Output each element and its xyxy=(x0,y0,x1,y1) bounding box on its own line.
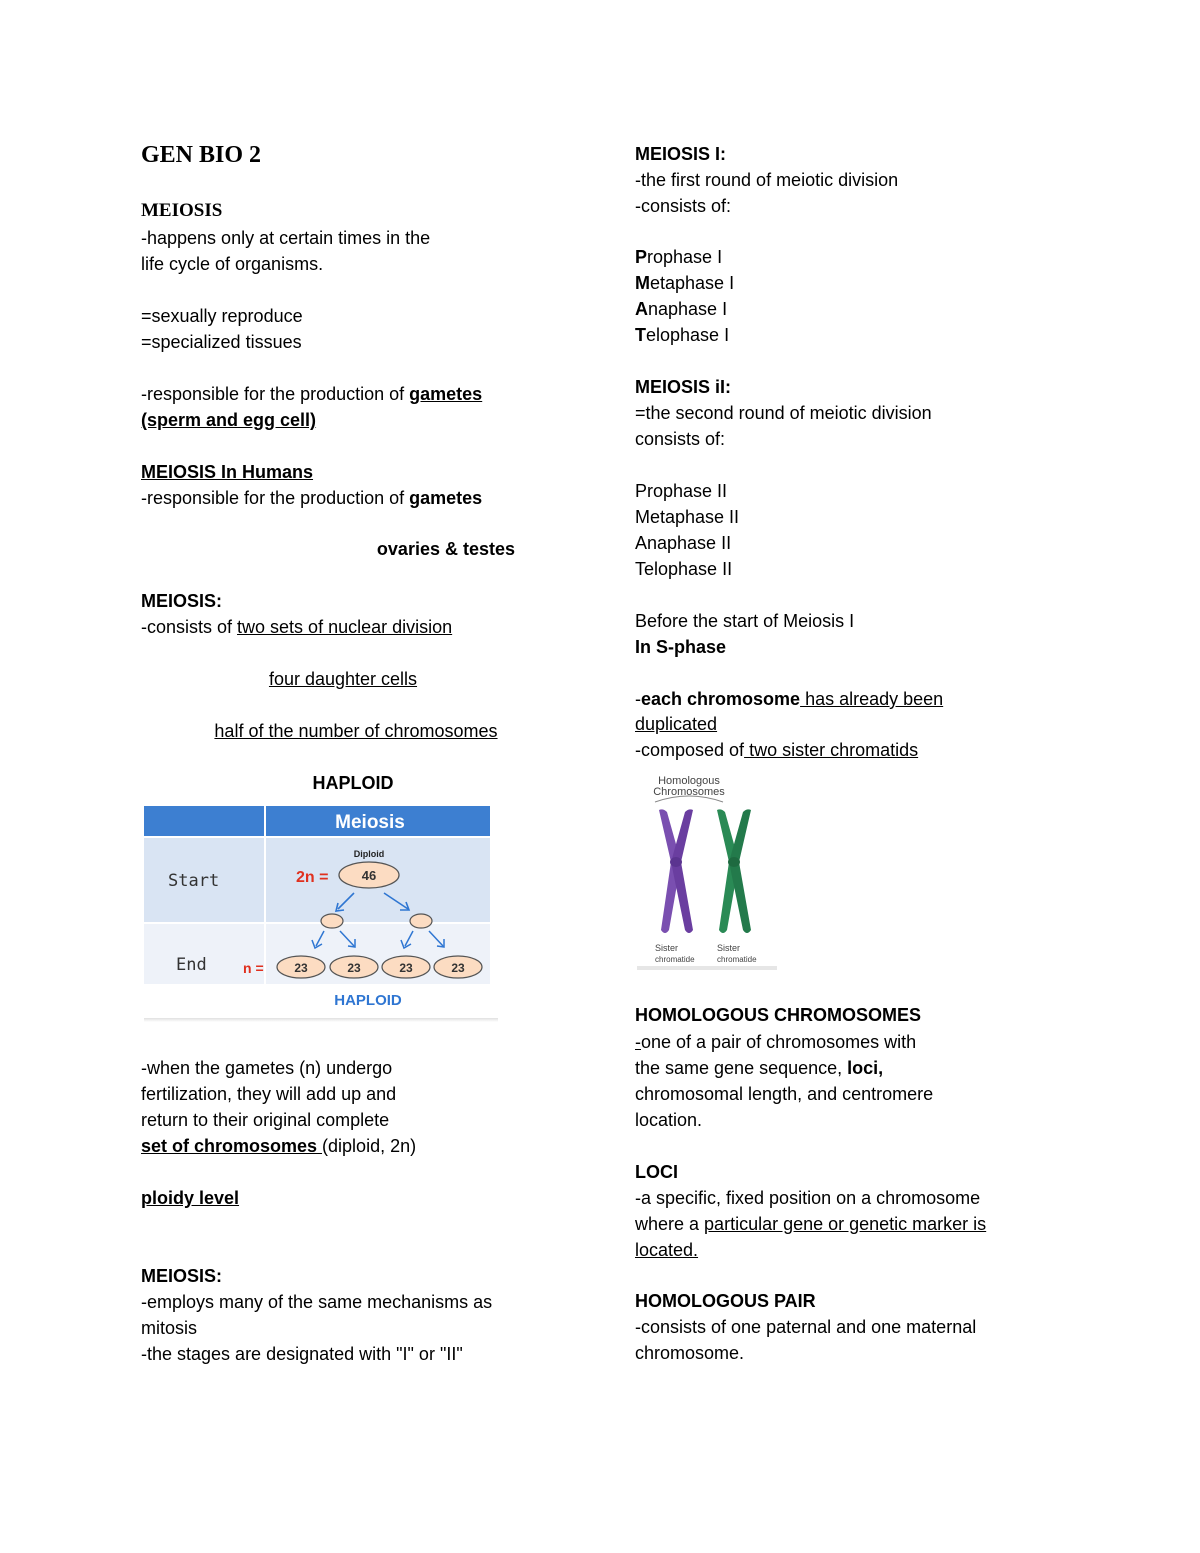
four-daughter-cells: four daughter cells xyxy=(268,669,418,689)
duplicated: duplicated xyxy=(635,714,718,734)
humans-gametes-term: gametes xyxy=(409,488,483,508)
meiosis-i-desc: -the first round of meiotic division xyxy=(635,170,899,190)
chromosome-title-line-2: Chromosomes xyxy=(653,786,725,798)
meiosis-desc-line-2: life cycle of organisms. xyxy=(141,254,324,274)
phase-initial: T xyxy=(635,325,646,345)
meiosis-ii-desc: =the second round of meiotic division xyxy=(635,403,932,423)
each-chromosome-term: each chromosome xyxy=(641,689,801,709)
sperm-egg-cell: (sperm and egg cell) xyxy=(141,410,317,430)
half-number-chromosomes: half of the number of chromosomes xyxy=(214,721,498,741)
s-phase: In S-phase xyxy=(635,637,727,657)
homologous-line-2 xyxy=(635,1057,883,1079)
meiosis-i-consists: -consists of: xyxy=(635,196,732,216)
composed-line xyxy=(635,739,918,761)
particular-gene: particular gene or genetic marker is xyxy=(704,1214,987,1234)
phase-initial: A xyxy=(635,299,648,319)
meiosis-in-humans-heading: MEIOSIS In Humans xyxy=(141,462,314,482)
set-of-chromosomes-term: set of chromosomes xyxy=(141,1136,323,1156)
stages-line: -the stages are designated with "I" or "II" xyxy=(141,1344,463,1364)
diagram-start-label: Start xyxy=(168,871,220,891)
responsible-prefix: -responsible for the production of xyxy=(141,384,410,404)
intermediate-cell-left xyxy=(321,914,343,928)
diagram-n-label: n = xyxy=(243,960,264,976)
homologous-line-3: chromosomal length, and centromere xyxy=(635,1084,934,1104)
loci-line-2 xyxy=(635,1213,986,1235)
pair-line-2: chromosome. xyxy=(635,1343,745,1363)
chromosome-title-line-1: Homologous xyxy=(658,775,720,787)
homologous-line-1 xyxy=(635,1031,916,1053)
phase-prophase-ii: Prophase II xyxy=(635,481,728,501)
homologous-chromosomes-image xyxy=(637,770,777,970)
meiosis-colon-heading-2: MEIOSIS: xyxy=(141,1266,223,1286)
pair-line-1: -consists of one paternal and one maternal xyxy=(635,1317,977,1337)
humans-prefix: -responsible for the production of xyxy=(141,488,410,508)
phase-initial: M xyxy=(635,273,650,293)
homologous-line-4: location. xyxy=(635,1110,703,1130)
humans-responsible-line xyxy=(141,487,482,509)
two-sets-nuclear-division: two sets of nuclear division xyxy=(237,617,453,637)
employs-line-2: mitosis xyxy=(141,1318,198,1338)
diagram-end-label: End xyxy=(176,955,207,975)
loci-term: loci, xyxy=(847,1058,884,1078)
intermediate-cell-right xyxy=(410,914,432,928)
homologous-text: one of a pair of chromosomes with xyxy=(641,1032,917,1052)
phase-metaphase-i xyxy=(635,272,734,294)
homologous-prefix: the same gene sequence, xyxy=(635,1058,848,1078)
homologous-chromosomes-heading: HOMOLOGOUS CHROMOSOMES xyxy=(635,1005,922,1025)
meiosis-ii-consists: consists of: xyxy=(635,429,726,449)
ploidy-level: ploidy level xyxy=(141,1188,240,1208)
meiosis-colon-heading: MEIOSIS: xyxy=(141,591,223,611)
loci-prefix: where a xyxy=(635,1214,705,1234)
meiosis-diagram xyxy=(144,806,490,1021)
employs-line-1: -employs many of the same mechanisms as xyxy=(141,1292,493,1312)
haploid-value-4: 23 xyxy=(451,961,465,975)
diploid-value: 46 xyxy=(361,868,377,883)
haploid-value-2: 23 xyxy=(347,961,361,975)
two-sister-chromatids: two sister chromatids xyxy=(744,740,919,760)
phase-anaphase-i xyxy=(635,298,727,320)
phase-rest: elophase I xyxy=(646,325,730,345)
phase-anaphase-ii: Anaphase II xyxy=(635,533,732,553)
meiosis-diagram-graphic xyxy=(144,806,490,1018)
gametes-term: gametes xyxy=(409,384,483,404)
diagram-shadow xyxy=(144,1018,498,1022)
caption-right-line-2: chromatide xyxy=(717,955,757,964)
bullet-specialized-tissues: =specialized tissues xyxy=(141,332,302,352)
caption-right-line-1: Sister xyxy=(717,943,741,953)
phase-initial: P xyxy=(635,247,648,267)
phase-metaphase-ii: Metaphase II xyxy=(635,507,740,527)
dash: - xyxy=(635,689,641,709)
each-chromosome-line xyxy=(635,688,943,710)
homologous-pair-heading: HOMOLOGOUS PAIR xyxy=(635,1291,816,1311)
loci-heading: LOCI xyxy=(635,1162,678,1182)
meiosis-ii-heading: MEIOSIS iI: xyxy=(635,377,732,397)
diagram-header: Meiosis xyxy=(335,812,405,833)
diagram-2n-label: 2n = xyxy=(296,869,329,886)
haploid-value-1: 23 xyxy=(294,961,308,975)
diagram-diploid-label: Diploid xyxy=(353,849,385,859)
meiosis-i-heading: MEIOSIS I: xyxy=(635,144,727,164)
diagram-haploid-caption: HAPLOID xyxy=(334,992,402,1009)
already-duplicated: has already been xyxy=(800,689,944,709)
gametes-line-1: -when the gametes (n) undergo xyxy=(141,1058,393,1078)
phase-telophase-ii: Telophase II xyxy=(635,559,733,579)
bullet-sexually-reproduce: =sexually reproduce xyxy=(141,306,303,326)
phase-rest: etaphase I xyxy=(650,273,735,293)
loci-line-1: -a specific, fixed position on a chromosome xyxy=(635,1188,981,1208)
haploid-heading: HAPLOID xyxy=(312,773,394,793)
ovaries-testes: ovaries & testes xyxy=(376,539,515,559)
diploid-note: (diploid, 2n) xyxy=(322,1136,417,1156)
gametes-line-3: return to their original complete xyxy=(141,1110,390,1130)
meiosis-desc-line-1: -happens only at certain times in the xyxy=(141,228,431,248)
phase-rest: rophase I xyxy=(647,247,723,267)
phase-telophase-i xyxy=(635,324,729,346)
phase-prophase-i xyxy=(635,246,722,268)
caption-left-line-2: chromatide xyxy=(655,955,695,964)
composed-prefix: -composed of xyxy=(635,740,745,760)
consists-prefix: -consists of xyxy=(141,617,238,637)
meiosis-heading: MEIOSIS xyxy=(141,200,223,221)
haploid-value-3: 23 xyxy=(399,961,413,975)
gametes-line-2: fertilization, they will add up and xyxy=(141,1084,397,1104)
chromosome-graphic xyxy=(637,770,777,970)
caption-left-line-1: Sister xyxy=(655,943,679,953)
before-meiosis-i: Before the start of Meiosis I xyxy=(635,611,855,631)
dash: - xyxy=(635,1032,641,1052)
gametes-line-4 xyxy=(141,1135,416,1157)
document-title: GEN BIO 2 xyxy=(141,142,262,168)
phase-rest: naphase I xyxy=(648,299,728,319)
responsible-line xyxy=(141,383,482,405)
consists-line xyxy=(141,616,452,638)
loci-line-3: located. xyxy=(635,1240,699,1260)
